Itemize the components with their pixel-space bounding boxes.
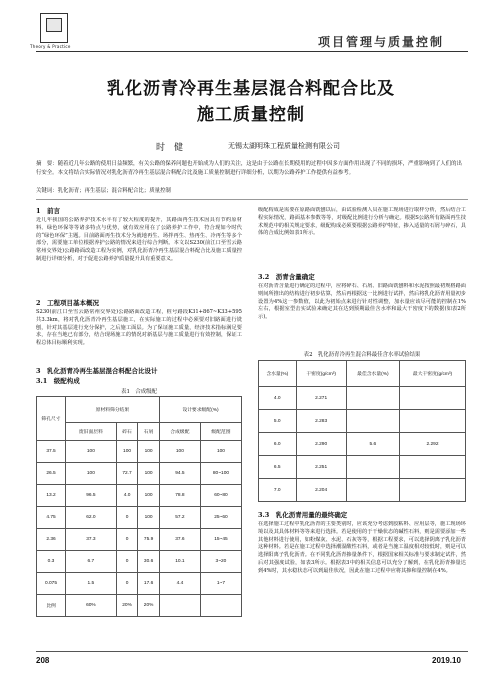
table-cell: 2.36 bbox=[37, 529, 66, 551]
table-cell: 25~60 bbox=[200, 507, 241, 529]
table-1-header-range: 级配范围 bbox=[200, 423, 241, 441]
table-1 bbox=[36, 396, 242, 617]
journal-logo-icon bbox=[40, 13, 68, 43]
table-row bbox=[37, 595, 242, 617]
table-cell: 5.6 bbox=[346, 433, 399, 456]
table-2-body bbox=[259, 387, 466, 502]
table-cell: 100 bbox=[116, 441, 138, 463]
table-row bbox=[37, 551, 242, 573]
table-cell: 6.5 bbox=[259, 456, 297, 479]
table-cell bbox=[346, 387, 399, 410]
table-cell: 62.0 bbox=[66, 507, 117, 529]
table-cell: 4.75 bbox=[37, 507, 66, 529]
table-row bbox=[259, 433, 466, 456]
table-2-header-opt-moisture: 最佳含水量(%) bbox=[346, 361, 399, 387]
table-row bbox=[37, 573, 242, 595]
table-cell bbox=[346, 410, 399, 433]
table-cell: 100 bbox=[200, 441, 241, 463]
table-cell: 100 bbox=[66, 441, 117, 463]
table-cell: 100 bbox=[66, 463, 117, 485]
table-cell: 4.4 bbox=[159, 573, 200, 595]
table-cell bbox=[400, 387, 466, 410]
table-cell: 94.5 bbox=[159, 463, 200, 485]
table-2 bbox=[258, 360, 466, 502]
table-2-header-moisture: 含水量(%) bbox=[259, 361, 297, 387]
table-1-header-stone: 石屑 bbox=[138, 423, 160, 441]
table-cell: 0.075 bbox=[37, 573, 66, 595]
table-2-header-density: 干密度(g/cm³) bbox=[296, 361, 346, 387]
article-title-line1: 乳化沥青冷再生基层混合料配合比及 bbox=[107, 79, 395, 99]
header-rule bbox=[36, 51, 468, 52]
section-3-1-heading: 3.1 级配构成 bbox=[36, 377, 80, 385]
table-1-header-synthetic: 合成级配 bbox=[159, 423, 200, 441]
table-cell: 60% bbox=[66, 595, 117, 617]
table-2-header-max-density: 最大干密度(g/cm³) bbox=[400, 361, 466, 387]
table-cell: 2.290 bbox=[296, 433, 346, 456]
table-cell: 2.292 bbox=[400, 433, 466, 456]
table-cell: 2.283 bbox=[296, 410, 346, 433]
table-cell: 20% bbox=[138, 595, 160, 617]
table-cell: 6.0 bbox=[259, 433, 297, 456]
table-cell: 10.1 bbox=[159, 551, 200, 573]
section-3-heading: 3 乳化沥青冷再生基层混合料配合比设计 bbox=[36, 367, 158, 375]
table-cell bbox=[400, 479, 466, 502]
author-name: 时 健 bbox=[156, 143, 184, 153]
table-cell: 1~7 bbox=[200, 573, 241, 595]
table-cell: 2.251 bbox=[296, 456, 346, 479]
table-cell: 96.5 bbox=[66, 485, 117, 507]
table-cell: 0 bbox=[116, 551, 138, 573]
table-cell: 6.7 bbox=[66, 551, 117, 573]
table-row bbox=[37, 507, 242, 529]
section-3-2-text: 在对沥青含量进行确定的过程中，应将碎石、石屑、旧路面铣刨料和水泥按照最初规格路面则间所推出的结构进行初步估算，然后再根据这一比例进行试拌，然后将乳化沥青用量初步设置为4%这一参数值，以此为初始点来进行针对性调整，加水量应该尽可能的控制在1%左右，根据室型击实试验来确定其在达到预期最佳含水率和最大干密度下的数据(如表2所示)。 bbox=[258, 283, 466, 321]
table-cell: 78.8 bbox=[159, 485, 200, 507]
table-cell: 100 bbox=[138, 507, 160, 529]
table-row bbox=[259, 479, 466, 502]
table-cell: 0 bbox=[116, 507, 138, 529]
abstract-rule bbox=[36, 199, 468, 200]
table-cell: 20% bbox=[116, 595, 138, 617]
author-affiliation: 无锡太湖明珠工程质量检测有限公司 bbox=[228, 142, 340, 150]
table-cell: 30.6 bbox=[138, 551, 160, 573]
table-1-header-fine-stone: 碎石 bbox=[116, 423, 138, 441]
page-number: 208 bbox=[36, 656, 50, 665]
table-row bbox=[259, 387, 466, 410]
table-cell bbox=[200, 595, 241, 617]
table-cell: 5.0 bbox=[259, 410, 297, 433]
keywords: 关键词：乳化沥青；再生基层；混合料配合比；质量控制 bbox=[36, 188, 171, 194]
table-row bbox=[37, 529, 242, 551]
table-1-header-raw: 原材料筛分结果 bbox=[66, 397, 160, 423]
table-cell: 1.5 bbox=[66, 573, 117, 595]
table-cell: 4.0 bbox=[116, 485, 138, 507]
table-1-caption: 表1 合成级配 bbox=[121, 389, 157, 395]
table-cell: 100 bbox=[138, 485, 160, 507]
section-2-heading: 2 工程项目基本概况 bbox=[36, 299, 100, 307]
table-cell: 0 bbox=[116, 573, 138, 595]
abstract: 摘 要：随着近几年公路的使用日益频繁，有关公路的保养问题也开始成为人们的关注，这是由于公路在长期使用的过程中因多方面作用出现了不同的损坏，严重影响到了人们的出行安全。本文将结合实际情况对乳化沥青冷再生基层混合料配合比及施工质量控制进行详细分析，以期为公路养护工作提供有益参考。 bbox=[36, 161, 462, 176]
table-cell: 比例 bbox=[37, 595, 66, 617]
table-cell: 15~45 bbox=[200, 529, 241, 551]
table-cell: 3~20 bbox=[200, 551, 241, 573]
table-cell: 100 bbox=[138, 441, 160, 463]
footer-rule bbox=[36, 651, 468, 652]
table-cell: 37.6 bbox=[159, 529, 200, 551]
table-row bbox=[37, 485, 242, 507]
column-label: 项目管理与质量控制 bbox=[318, 35, 445, 49]
section-3-2-heading: 3.2 沥青含量确定 bbox=[258, 273, 315, 281]
table-cell bbox=[346, 456, 399, 479]
table-cell: 26.5 bbox=[37, 463, 66, 485]
table-cell: 60~80 bbox=[200, 485, 241, 507]
table-cell: 75.9 bbox=[138, 529, 160, 551]
table-cell: 80~100 bbox=[200, 463, 241, 485]
table-1-body bbox=[37, 441, 242, 617]
section-1-heading: 1 前言 bbox=[36, 207, 61, 215]
table-cell: 37.3 bbox=[66, 529, 117, 551]
table-cell: 4.0 bbox=[259, 387, 297, 410]
table-cell: 72.7 bbox=[116, 463, 138, 485]
section-3-3-heading: 3.3 乳化沥青用量的最终确定 bbox=[258, 511, 348, 519]
table-cell: 57.2 bbox=[159, 507, 200, 529]
table-row bbox=[37, 441, 242, 463]
table-1-header-design: 设计要求级配(%) bbox=[159, 397, 241, 423]
table-cell bbox=[346, 479, 399, 502]
table-1-header-milling: 废旧面层料 bbox=[66, 423, 117, 441]
table-cell: 13.2 bbox=[37, 485, 66, 507]
table-cell: 2.271 bbox=[296, 387, 346, 410]
table-cell: 2.204 bbox=[296, 479, 346, 502]
table-row bbox=[259, 456, 466, 479]
table-row bbox=[259, 410, 466, 433]
table-cell: 7.0 bbox=[259, 479, 297, 502]
section-1-text: 近几年我国的公路养护技术水平有了较大程度的提升，其路面再生技术因具有节约原材料、绿色环保等等诸多特点与优势，就有效应用在了公路养护工作中，符合现如今时代的“绿色环保”主题。目前路面再生技术分为就地再生、场拌再生、热再生、冷再生等多个部分，需要施工单位根据养护公路的情况来进行综合判断。本文以S230(前江口至雪云路常州交界处)公路路面改造工程为实例，对乳化沥青冷再生基层混合料配合比及施工质量控制进行详细分析，对于促进公路养护质量提升具有重要意义。 bbox=[36, 217, 242, 262]
section-2-text: S230(前江口至雪云路常州交界处)公路路面改造工程，桩号路段K31+867~K33+595共3.3km，将对乳化沥青冷再生基层施工，在实际施工的过程中必须要对旧路面进行铣刨，针对其基层进行充分保护，之后施工面层。为了保证施工质量，经济技术指标满足要求，存在当地已有部分，结合现场施工的情况对新基层与施工质量进行有效控制，保证工程总体目标顺利实现。 bbox=[36, 309, 242, 347]
table-cell bbox=[159, 595, 200, 617]
article-title-line2: 施工质量控制 bbox=[197, 105, 305, 125]
issue-date: 2019.10 bbox=[432, 656, 461, 665]
table-2-caption: 表2 乳化沥青冷再生混合料最佳含水率试验结果 bbox=[303, 352, 421, 358]
right-intro-text: 级配构成是需要在原路面铣刨以后，由试验检测人员在施工现场进行取样分析，然后结合工程实际情况，路面基本参数等等，对级配比例进行分析与确定。根据S公路所有路面再生技术规范中的相关规定要求，级配构成必须要根据公路养护特征，掺入适量的石屑与碎石，具体的合成比例如表1所示。 bbox=[258, 207, 466, 237]
table-cell: 0 bbox=[116, 529, 138, 551]
logo-caption: Theory & Practice bbox=[30, 44, 71, 49]
table-cell: 100 bbox=[159, 441, 200, 463]
table-cell bbox=[400, 456, 466, 479]
table-cell: 100 bbox=[138, 463, 160, 485]
table-cell: 37.5 bbox=[37, 441, 66, 463]
table-cell: 0.3 bbox=[37, 551, 66, 573]
table-1-header-sieve: 筛孔尺寸 bbox=[37, 397, 66, 441]
section-3-3-text: 在选择施工过程中乳化沥青的主要类别时，应该充分考虑到胶粘料、应用层等，施工现场环境以及其具体材料等等来进行选择。若是使用的于干燥状态的碱性石料，则是需要添加一些其他材料进行使用，如粉煤灰、水泥、石灰等等，根据工程要求，可以选择阴离子乳化沥青这种材料。若是在施工过程中选择潮湿酸性石料，或者是当施工温度相对较低时，则是可以选择阳离子乳化沥青。在不同乳化沥青掺量条件下，根据国家相关标准与要求制定试件，然后对其强度试验，如表3所示。根据表3中的相关信息可以充分了解到，在乳化沥青掺量达到4%时，其水稳状态可以到最佳状况，因此在施工过程中应将其掺和量控制在4%。 bbox=[258, 521, 466, 574]
table-row bbox=[37, 463, 242, 485]
table-cell bbox=[400, 410, 466, 433]
table-cell: 17.6 bbox=[138, 573, 160, 595]
